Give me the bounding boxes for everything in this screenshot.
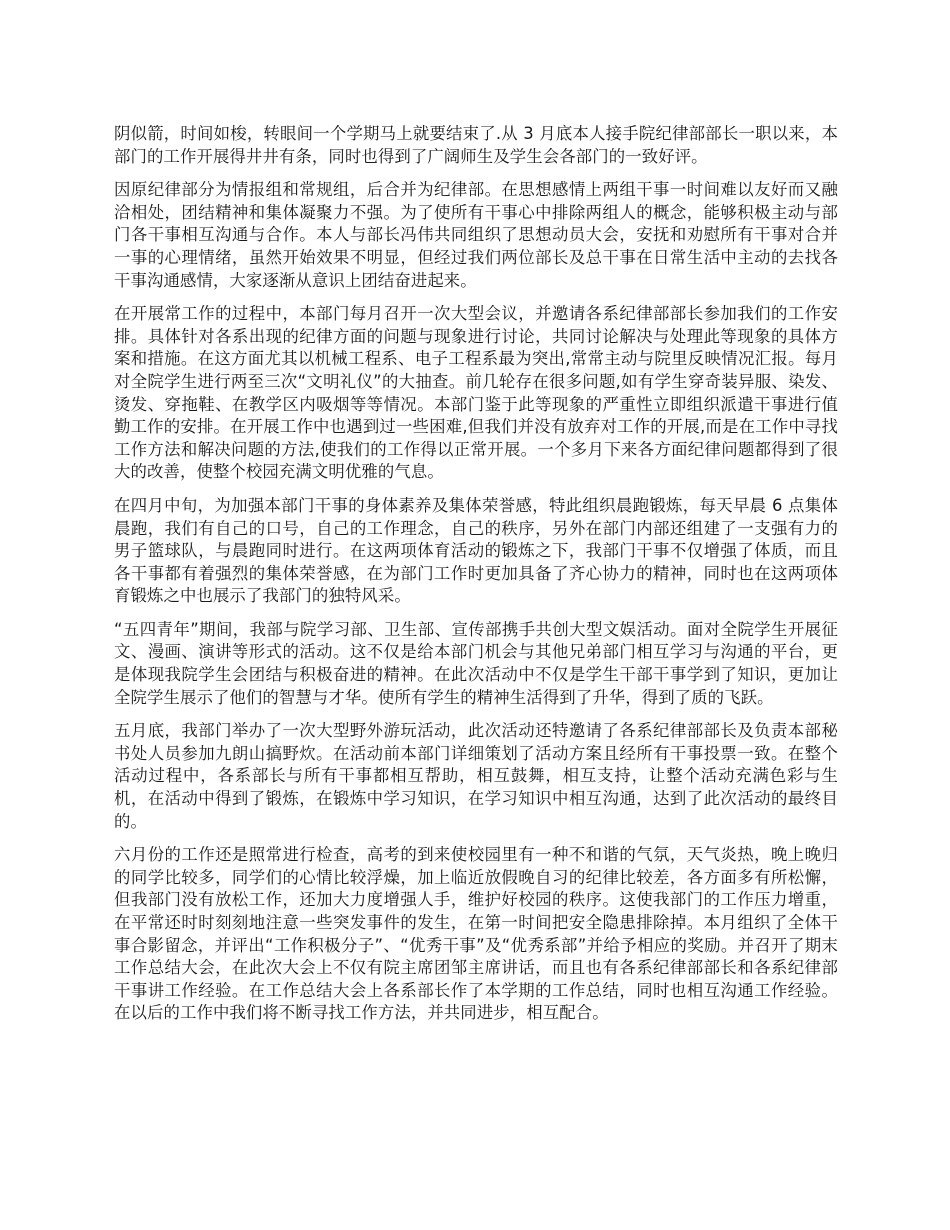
paragraph-1: 阴似箭，时间如梭，转眼间一个学期马上就要结束了.从 3 月底本人接手院纪律部部长一职以来，本部门的工作开展得井井有条，同时也得到了广阔师生及学生会各部门的一致好评。: [114, 124, 838, 166]
paragraph-5: “五四青年”期间，我部与院学习部、卫生部、宣传部携手共创大型文娱活动。面对全院学生开展征文、漫画、演讲等形式的活动。这不仅是给本部门机会与其他兄弟部门相互学习与沟通的平台，更是体现我院学生会团结与积极奋进的精神。在此次活动中不仅是学生干部干事学到了知识，更加让全院学生展示了他们的智慧与才华。使所有学生的精神生活得到了升华，得到了质的飞跃。: [114, 619, 838, 707]
paragraph-2: 因原纪律部分为情报组和常规组，后合并为纪律部。在思想感情上两组干事一时间难以友好而又融洽相处，团结精神和集体凝聚力不强。为了使所有干事心中排除两组人的概念，能够积极主动与部门各干事相互沟通与合作。本人与部长冯伟共同组织了思想动员大会，安抚和劝慰所有干事对合并一事的心理情绪，虽然开始效果不明显，但经过我们两位部长及总干事在日常生活中主动的去找各干事沟通感情，大家逐渐从意识上团结奋进起来。: [114, 180, 838, 290]
paragraph-3: 在开展常工作的过程中，本部门每月召开一次大型会议，并邀请各系纪律部部长参加我们的工作安排。具体针对各系出现的纪律方面的问题与现象进行讨论，共同讨论解决与处理此等现象的具体方案和措施。在这方面尤其以机械工程系、电子工程系最为突出,常常主动与院里反映情况汇报。每月对全院学生进行两至三次“文明礼仪”的大抽查。前几轮存在很多问题,如有学生穿奇装异服、染发、烫发、穿拖鞋、在教学区内吸烟等等情况。本部门鉴于此等现象的严重性立即组织派遣干事进行值勤工作的安排。在开展工作中也遇到过一些困难,但我们并没有放弃对工作的开展,而是在工作中寻找工作方法和解决问题的方法,使我们的工作得以正常开展。一个多月下来各方面纪律问题都得到了很大的改善，使整个校园充满文明优雅的气息。: [114, 304, 838, 482]
paragraph-4: 在四月中旬，为加强本部门干事的身体素养及集体荣誉感，特此组织晨跑锻炼，每天早晨 6 点集体晨跑，我们有自己的口号，自己的工作理念，自己的秩序，另外在部门内部还组建了一支强有力的男子篮球队，与晨跑同时进行。在这两项体育活动的锻炼之下，我部门干事不仅增强了体质，而且各干事都有着强烈的集体荣誉感，在为部门工作时更加具备了齐心协力的精神，同时也在这两项体育锻炼之中也展示了我部门的独特风采。: [114, 495, 838, 606]
paragraph-7: 六月份的工作还是照常进行检查，高考的到来使校园里有一种不和谐的气氛，天气炎热，晚上晚归的同学比较多，同学们的心情比较浮燥，加上临近放假晚自习的纪律比较差，各方面多有所松懈，但我部门没有放松工作，还加大力度增强人手，维护好校园的秩序。这使我部门的工作压力增重，在平常还时时刻刻地注意一些突发事件的发生，在第一时间把安全隐患排除掉。本月组织了全体干事合影留念，并评出“工作积极分子”、“优秀干事”及“优秀系部”并给予相应的奖励。并召开了期末工作总结大会，在此次大会上不仅有院主席团邹主席讲话，而且也有各系纪律部部长和各系纪律部干事讲工作经验。在工作总结大会上各系部长作了本学期的工作总结，同时也相互沟通工作经验。在以后的工作中我们将不断寻找工作方法，并共同进步，相互配合。: [114, 845, 838, 1023]
paragraph-6: 五月底，我部门举办了一次大型野外游玩活动，此次活动还特邀请了各系纪律部部长及负责本部秘书处人员参加九朗山搞野炊。在活动前本部门详细策划了活动方案且经所有干事投票一致。在整个活动过程中，各系部长与所有干事都相互帮助，相互鼓舞，相互支持，让整个活动充满色彩与生机，在活动中得到了锻炼，在锻炼中学习知识，在学习知识中相互沟通，达到了此次活动的最终目的。: [114, 721, 838, 831]
document-body: [114, 123, 838, 1036]
